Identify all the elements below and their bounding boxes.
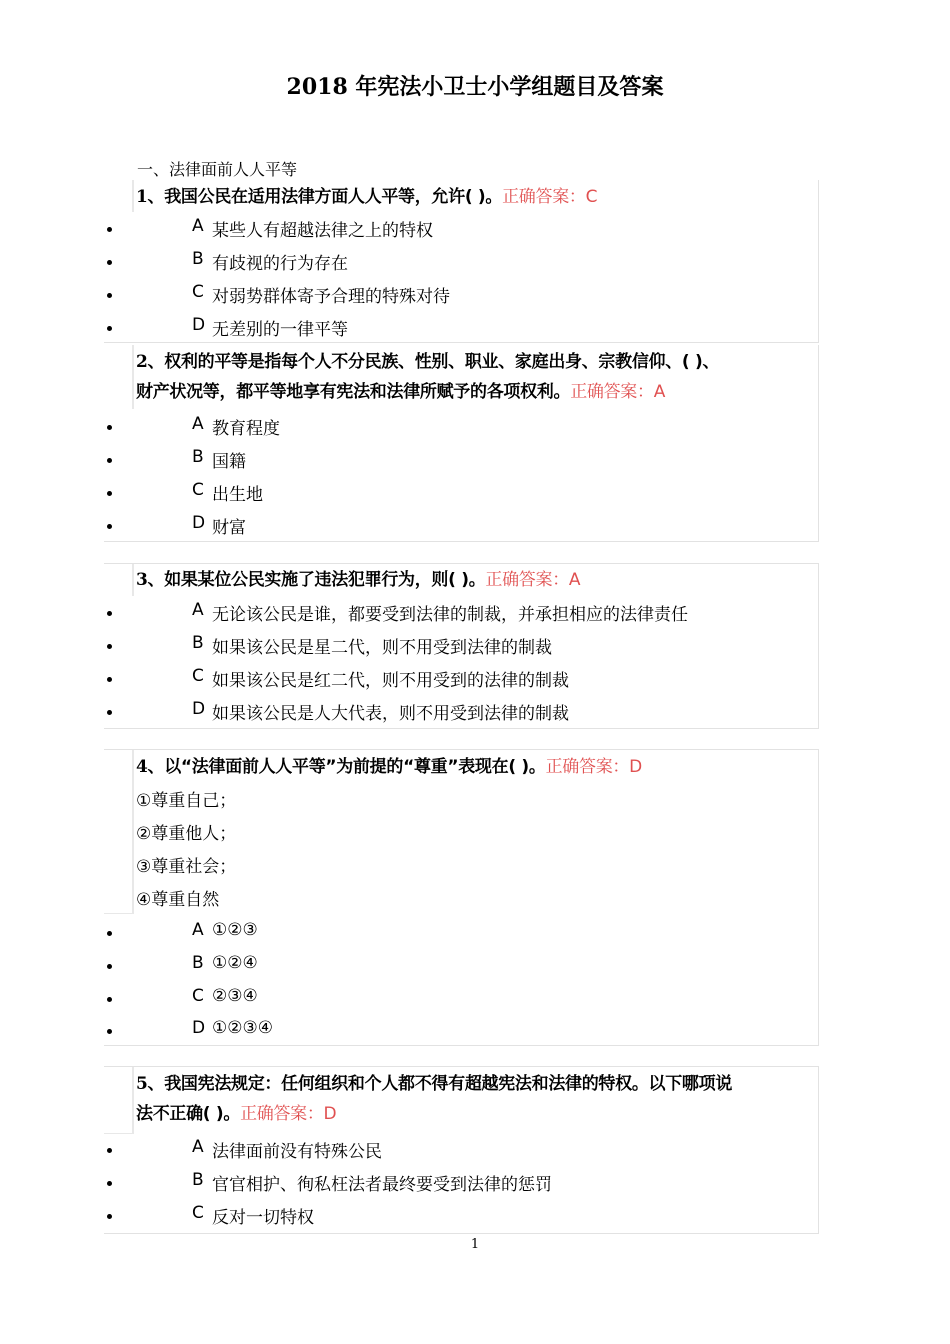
option-c: C 出生地 [104, 478, 818, 510]
page-number: 1 [470, 1237, 480, 1252]
option-b: B 官官相护、徇私枉法者最终要受到法律的惩罚 [104, 1168, 818, 1200]
option-d: D 无差别的一律平等 [104, 313, 818, 345]
question-block-5 [104, 1066, 819, 1234]
option-b: B 国籍 [104, 445, 818, 477]
option-c: C 如果该公民是红二代，则不用受到的法律的制裁 [104, 664, 818, 696]
question-block-2 [104, 345, 819, 542]
bullet-icon [107, 644, 112, 649]
option-d: D ①②③④ [104, 1016, 818, 1048]
bullet-icon [107, 1181, 112, 1186]
statement-item: ③尊重社会； [136, 857, 237, 877]
bullet-icon [107, 491, 112, 496]
bullet-icon [107, 293, 112, 298]
option-a: A 教育程度 [104, 412, 818, 444]
bullet-icon [107, 227, 112, 232]
bullet-icon [107, 1148, 112, 1153]
question-block-3 [104, 563, 819, 729]
bullet-icon [107, 1214, 112, 1219]
bullet-icon [107, 997, 112, 1002]
correct-answer: 正确答案：C [502, 187, 598, 207]
bullet-icon [107, 677, 112, 682]
question-text: 5、我国宪法规定：任何组织和个人都不得有超越宪法和法律的特权。以下哪项说 法不正确( )。正确答案：D [136, 1074, 733, 1124]
bullet-icon [107, 611, 112, 616]
bullet-icon [107, 964, 112, 969]
question-text: 3、如果某位公民实施了违法犯罪行为，则( )。正确答案：A [136, 570, 581, 590]
correct-answer: 正确答案：D [240, 1104, 337, 1124]
option-b: B 如果该公民是星二代，则不用受到法律的制裁 [104, 631, 818, 663]
bullet-icon [107, 260, 112, 265]
option-c: C 反对一切特权 [104, 1201, 818, 1233]
question-text: 1、我国公民在适用法律方面人人平等，允许( )。正确答案：C [136, 187, 598, 207]
statement-item: ②尊重他人； [136, 824, 237, 844]
option-a: A 无论该公民是谁，都要受到法律的制裁，并承担相应的法律责任 [104, 598, 818, 630]
option-b: B ①②④ [104, 951, 818, 983]
option-a: A 法律面前没有特殊公民 [104, 1135, 818, 1167]
bullet-icon [107, 1029, 112, 1034]
bullet-icon [107, 710, 112, 715]
option-c: C ②③④ [104, 984, 818, 1016]
option-c: C 对弱势群体寄予合理的特殊对待 [104, 280, 818, 312]
option-a: A ①②③ [104, 918, 818, 950]
question-block-4 [104, 749, 819, 1046]
question-text: 2、权利的平等是指每个人不分民族、性别、职业、家庭出身、宗教信仰、( )、 财产状况等，都平等地享有宪法和法律所赋予的各项权利。正确答案：A [136, 352, 720, 402]
option-d: D 财富 [104, 511, 818, 543]
question-block-1 [104, 180, 819, 343]
bullet-icon [107, 524, 112, 529]
correct-answer: 正确答案：D [545, 757, 642, 777]
section-heading: 一、法律面前人人平等 [137, 160, 298, 179]
option-a: A 某些人有超越法律之上的特权 [104, 214, 818, 246]
document-title: 2018 年宪法小卫士小学组题目及答案 [286, 74, 664, 100]
bullet-icon [107, 458, 112, 463]
correct-answer: 正确答案：A [485, 570, 581, 590]
question-text: 4、以“法律面前人人平等”为前提的“尊重”表现在( )。正确答案：D [136, 757, 642, 777]
bullet-icon [107, 326, 112, 331]
correct-answer: 正确答案：A [570, 382, 666, 402]
bullet-icon [107, 931, 112, 936]
statement-item: ④尊重自然 [136, 890, 220, 910]
statement-item: ①尊重自己； [136, 791, 237, 811]
bullet-icon [107, 425, 112, 430]
option-d: D 如果该公民是人大代表，则不用受到法律的制裁 [104, 697, 818, 729]
option-b: B 有歧视的行为存在 [104, 247, 818, 279]
